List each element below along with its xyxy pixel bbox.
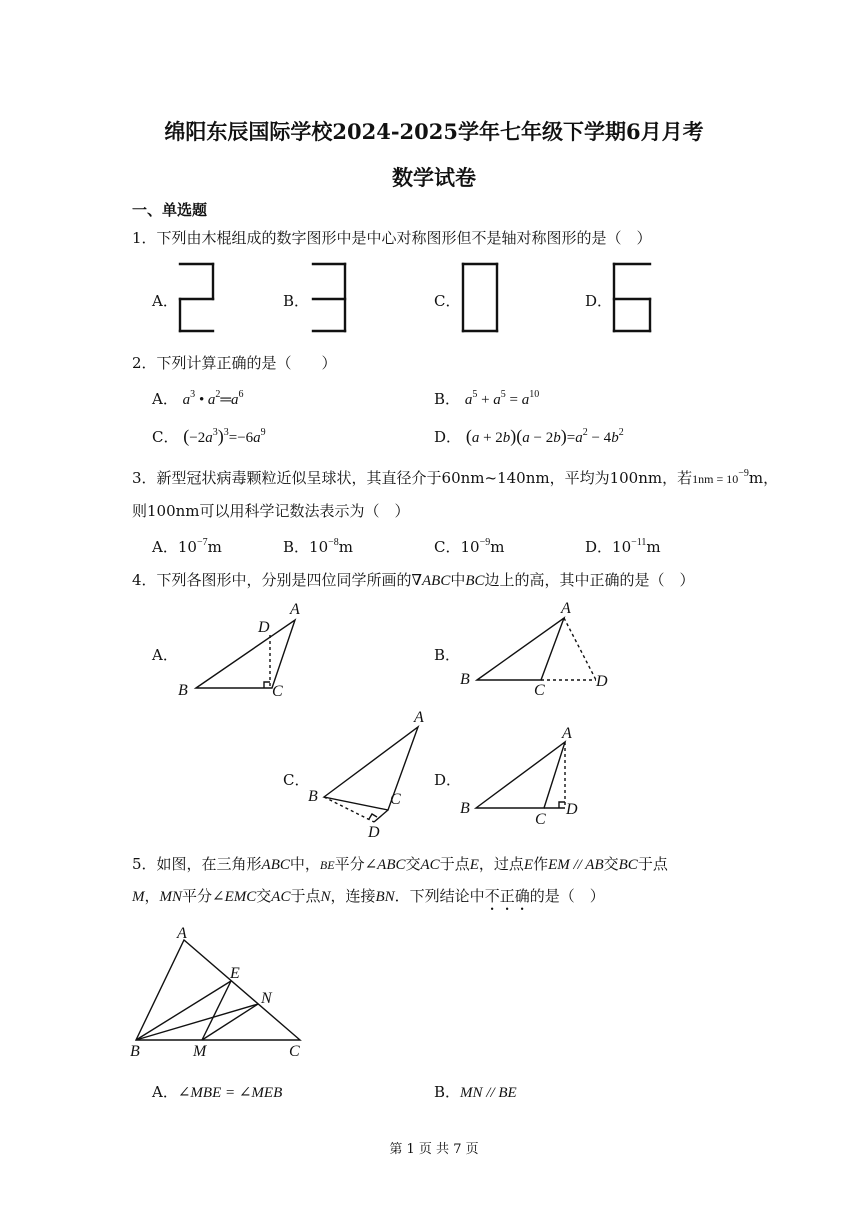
q5-option-a-label: A． [152,1083,178,1101]
q3-option-a-unit: m [207,538,222,556]
question-2-stem: 2．下列计算正确的是（ ） [132,354,337,372]
q2-option-d-label: D． [434,428,462,446]
q5-mn: MN [159,889,183,905]
page-title: 绵阳东辰国际学校2024-2025学年七年级下学期6月月考 [164,119,704,144]
q4c-point-a: A [414,709,424,726]
q3-option-b-label: B． [283,538,310,556]
question-3-stem-line2: 则100nm可以用科学记数法表示为（ ） [132,502,410,520]
q5-t16: 的是（ ） [529,887,605,905]
q5-option-b[interactable] [434,1081,517,1102]
q2-option-b-label: B． [434,390,461,408]
q5-t6: ，过点 [478,855,524,873]
q3-option-a-label: A． [152,538,178,556]
q4b-point-d: D [596,673,608,690]
q5-point-c: C [289,1043,300,1060]
q4c-point-d: D [368,824,380,841]
q4b-point-c: C [534,682,545,699]
q4d-point-c: C [535,811,546,828]
q3-option-d-label: D． [585,538,613,556]
q5-abc2: ABC [377,857,406,873]
q5-m: M [132,889,145,905]
q5-option-b-expr: MN // BE [460,1085,517,1101]
q3-stem-text: 3．新型冠状病毒颗粒近似呈球状，其直径介于60nm~140nm，平均为100nm，若 [132,469,693,487]
q5-t12: 交 [256,887,272,905]
q4d-point-b: B [460,800,470,817]
q4-option-a-label[interactable]: A． [152,646,178,664]
q3-unit-m: m， [748,469,779,487]
q4b-point-a: A [561,600,571,617]
q5-t7: 作 [533,855,549,873]
q4-stem-post: 边上的高，其中正确的是（ ） [484,571,695,589]
q4c-point-c: C [390,791,401,808]
q4-option-c-label[interactable]: C． [283,771,310,789]
q1-option-b-label[interactable]: B． [283,292,310,310]
q5-point-n: N [261,990,272,1007]
q3-unit-exp: −9 [738,468,749,479]
q5-t11: 平分∠ [182,887,225,905]
q1-option-c-label[interactable]: C． [434,292,461,310]
q5-option-a[interactable] [152,1081,282,1102]
q2-option-a-expr: $a^3$ • $a^2═a^6$ [182,389,244,408]
q5-option-a-expr: ∠MBE = ∠MEB [177,1085,283,1101]
q3-option-c-exp: −9 [479,537,491,548]
q2-option-c-label: C． [152,428,179,446]
q3-option-a-exp: −7 [196,537,208,548]
q5-abc: ABC [261,857,290,873]
q5-point-m: M [193,1043,207,1060]
q5-t9: 于点 [637,855,668,873]
q2-option-c-expr: $(-2a^3)^3=-6a^9$ [183,426,266,446]
q5-em-ab: EM // AB [548,857,604,873]
page-footer: 第 1 页 共 7 页 [389,1142,479,1157]
q5-point-a: A [177,925,187,942]
q5-t15: ．下列结论中 [394,887,485,905]
q4-bc: BC [465,573,485,589]
q5-t1: 5．如图，在三角形 [132,855,262,873]
q1-option-a-label[interactable]: A． [152,292,178,310]
section-heading: 一、单选题 [132,201,208,219]
q5-t4: 交 [405,855,421,873]
q5-bn: BN [375,889,395,905]
q4a-point-c: C [272,683,283,700]
q5-option-b-label: B． [434,1083,461,1101]
q2-option-a-label: A． [152,390,178,408]
q3-option-c-label: C． [434,538,461,556]
q3-option-b-unit: m [338,538,353,556]
q5-n: N [320,889,331,905]
q3-option-b-base: 10 [309,538,329,556]
q5-emphasis: 不正确 [484,887,530,905]
q5-t13: 于点 [290,887,321,905]
q4-stem-pre: 4．下列各图形中，分别是四位同学所画的 [132,571,412,589]
q5-t2: 中， [289,855,320,873]
q3-option-d-unit: m [646,538,661,556]
q5-ac: AC [420,857,440,873]
q5-t5: 于点 [439,855,470,873]
q5-e2: E [523,857,534,873]
q4a-point-b: B [178,682,188,699]
q4-option-b-label[interactable]: B． [434,646,461,664]
q5-emc: EMC [224,889,257,905]
q3-option-b-exp: −8 [328,537,339,548]
q5-e: E [469,857,479,873]
q2-option-b-expr: $a^5 + a^5 = a^{10}$ [464,389,540,408]
q3-option-d-exp: −11 [631,537,647,548]
q5-t14: ，连接 [330,887,376,905]
q3-option-d-base: 10 [612,538,632,556]
q1-option-d-label[interactable]: D． [585,292,613,310]
q3-unit-eq: 1nm = 10 [692,472,739,486]
q5-t10: ， [144,887,160,905]
q4b-point-b: B [460,671,470,688]
q5-t3: 平分∠ [334,855,378,873]
question-1-stem: 1．下列由木棍组成的数字图形中是中心对称图形但不是轴对称图形的是（ ） [132,229,652,247]
q3-option-a-base: 10 [177,538,197,556]
q4-stem-mid: 中 [450,571,466,589]
q4c-point-b: B [308,788,318,805]
q5-point-b: B [130,1043,140,1060]
q4a-point-d: D [258,619,270,636]
q5-be: BE [319,858,335,872]
q3-option-c-unit: m [490,538,505,556]
q5-bc: BC [618,857,638,873]
q4d-point-a: A [562,725,572,742]
page-subtitle: 数学试卷 [392,165,476,190]
q4a-point-a: A [290,601,300,618]
q4-option-d-label[interactable]: D． [434,771,462,789]
q4d-point-d: D [566,801,578,818]
q3-option-c-base: 10 [460,538,480,556]
q4-triangle: ∇ABC [411,573,451,589]
q5-t8: 交 [603,855,619,873]
q5-point-e: E [230,965,240,982]
q2-option-d-expr: $(a + 2b)(a - 2b)=a^2 - 4b^2$ [465,426,624,446]
q5-ac2: AC [271,889,291,905]
